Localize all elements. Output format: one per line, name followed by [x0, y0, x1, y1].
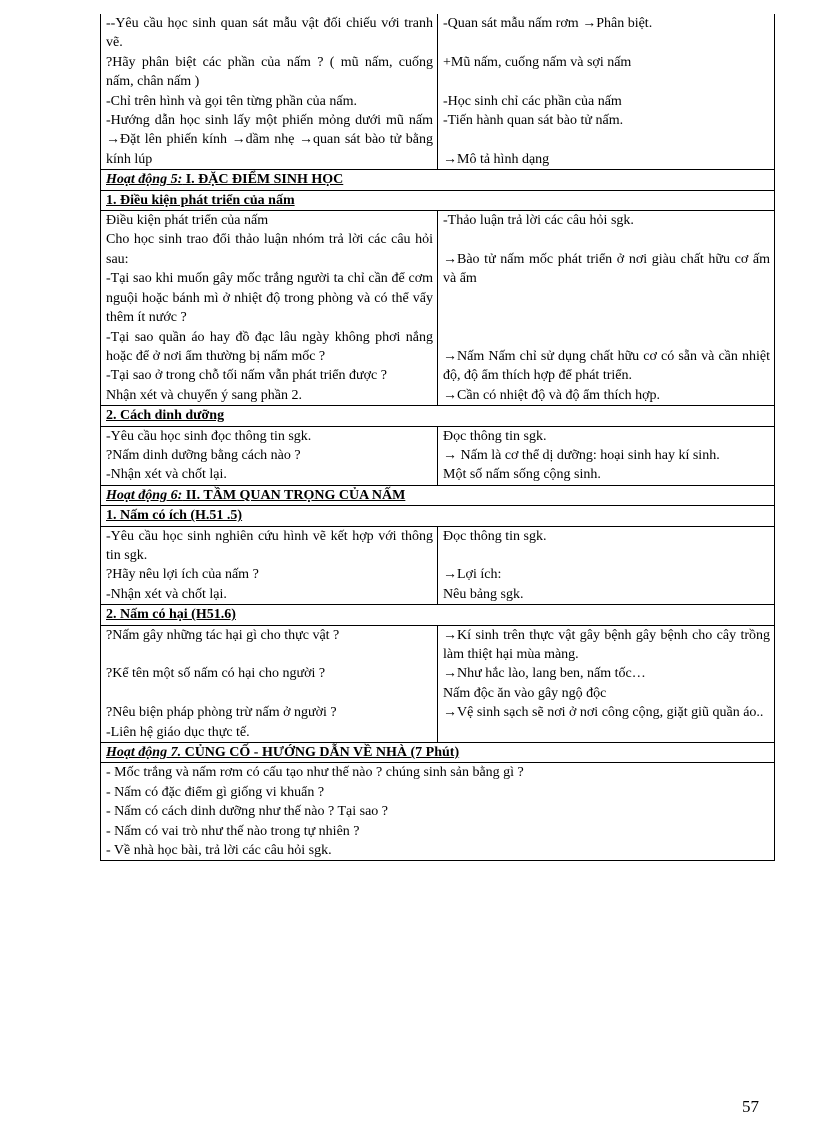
content-row	[101, 211, 775, 406]
text-line	[443, 308, 770, 327]
content-row	[101, 625, 775, 742]
activity-6-heading	[101, 485, 775, 505]
student-cell	[438, 526, 775, 605]
text-line: Điều kiện phát triển của nấm	[106, 213, 269, 229]
activity-label: Hoạt động 7.	[106, 745, 182, 760]
text-line	[443, 546, 770, 565]
text-line: Cho học sinh trao đổi thảo luận nhóm trả lời các câu hỏi sau:	[106, 232, 433, 267]
text-line: - Về nhà học bài, trả lời các câu hỏi sgk.	[106, 843, 332, 859]
teacher-cell	[101, 625, 438, 742]
text-line: -Hướng dẫn học sinh lấy một phiến mỏng dưới mũ nấm →Đặt lên phiến kính →dầm nhẹ →quan sát bào tử bằng kính lúp	[106, 113, 433, 167]
teacher-cell	[101, 14, 438, 170]
student-cell	[438, 625, 775, 742]
teacher-cell	[101, 526, 438, 605]
text-line: -Học sinh chỉ các phần của nấm	[443, 93, 622, 109]
text-line: - Nấm có cách dinh dưỡng như thế nào ? Tại sao ?	[106, 804, 389, 820]
student-cell	[438, 426, 775, 485]
activity-label: Hoạt động 5:	[106, 172, 183, 188]
text-line	[106, 645, 433, 664]
subsection-title: 1. Nấm có ích (H.51 .5)	[106, 508, 243, 524]
text-line: -Yêu cầu học sinh nghiên cứu hình vẽ kết hợp với thông tin sgk.	[106, 528, 433, 563]
subsection-title: 1. Điều kiện phát triển của nấm	[106, 192, 295, 208]
subsection-title: 2. Cách dinh dưỡng	[106, 408, 225, 424]
text-line: ?Nêu biện pháp phòng trừ nấm ở người ?	[106, 705, 337, 721]
text-line	[443, 327, 770, 346]
content-row	[101, 426, 775, 485]
text-line: -Tại sao khi muốn gây mốc trắng người ta chỉ cần để cơm nguội hoặc bánh mì ở nhiệt độ trong phòng và có thể vẩy thêm ít nước ?	[106, 271, 433, 326]
text-line: - Nấm có vai trò như thế nào trong tự nhiên ?	[106, 823, 360, 839]
subsection-heading	[101, 605, 775, 625]
activity-title: I. ĐẶC ĐIỂM SINH HỌC	[182, 172, 344, 188]
text-line: Nhận xét và chuyển ý sang phần 2.	[106, 387, 302, 403]
subsection-title: 2. Nấm có hại (H51.6)	[106, 607, 236, 623]
text-line: - Mốc trắng và nấm rơm có cấu tạo như thế nào ? chúng sinh sản bằng gì ?	[106, 765, 524, 781]
intro-row	[101, 14, 775, 170]
text-line: Đọc thông tin sgk.	[443, 528, 547, 544]
subsection-heading	[101, 406, 775, 426]
student-cell	[438, 14, 775, 170]
teacher-cell	[101, 211, 438, 406]
text-line	[443, 72, 770, 91]
page-number: 57	[742, 1097, 759, 1116]
text-line: ?Hãy phân biệt các phần của nấm ? ( mũ nấm, cuống nấm, chân nấm )	[106, 54, 433, 90]
student-cell	[438, 211, 775, 406]
text-line: ?Kể tên một số nấm có hại cho người ?	[106, 666, 326, 682]
teacher-cell	[101, 426, 438, 485]
lesson-table	[100, 14, 775, 861]
activity-7-heading	[101, 743, 775, 763]
text-line: →Mô tả hình dạng	[443, 151, 550, 167]
text-line: Đọc thông tin sgk.	[443, 428, 547, 444]
activity-label: Hoạt động 6:	[106, 487, 183, 503]
text-line: -Quan sát mẫu nấm rơm →Phân biệt.	[443, 16, 653, 31]
subsection-heading	[101, 190, 775, 210]
text-line: ?Nấm dinh dưỡng bằng cách nào ?	[106, 447, 301, 463]
text-line	[443, 230, 770, 249]
text-line	[443, 289, 770, 308]
text-line: -Yêu cầu học sinh đọc thông tin sgk.	[106, 428, 312, 444]
text-line: -Nhận xét và chốt lại.	[106, 467, 227, 483]
content-row	[101, 526, 775, 605]
text-line: -Nhận xét và chốt lại.	[106, 586, 227, 602]
text-line: Một số nấm sống cộng sinh.	[443, 467, 601, 483]
text-line: -Chỉ trên hình và gọi tên từng phần của nấm.	[106, 93, 357, 109]
text-line: +Mũ nấm, cuống nấm và sợi nấm	[443, 54, 632, 70]
text-line: - Nấm có đặc điểm gì giống vi khuẩn ?	[106, 784, 325, 800]
text-line	[443, 33, 770, 52]
text-line: Nấm độc ăn vào gây ngộ độc	[443, 685, 607, 701]
text-line: Nêu bảng sgk.	[443, 586, 524, 602]
activity-title: CỦNG CỐ - HƯỚNG DẪN VỀ NHÀ (7 Phút)	[181, 745, 460, 760]
text-line: →Cần có nhiệt độ và độ ẩm thích hợp.	[443, 387, 660, 403]
activity-title: II. TẦM QUAN TRỌNG CỦA NẤM	[182, 487, 406, 503]
text-line: → Nấm là cơ thể dị dưỡng: hoại sinh hay kí sinh.	[443, 447, 720, 463]
text-line: -Liên hệ giáo dục thực tế.	[106, 724, 250, 740]
text-line: →Bào tử nấm mốc phát triển ở nơi giàu chất hữu cơ ấm và ẩm	[443, 251, 770, 287]
lesson-page	[100, 14, 774, 861]
text-line	[106, 684, 433, 703]
text-line: --Yêu cầu học sinh quan sát mẫu vật đối chiếu với tranh vẽ.	[106, 16, 433, 51]
summary-row	[101, 763, 775, 861]
text-line: →Như hắc lào, lang ben, nấm tốc…	[443, 666, 646, 682]
text-line: -Tại sao quần áo hay đồ đạc lâu ngày không phơi nắng hoặc để ở nơi ẩm thường bị nấm mốc ?	[106, 329, 433, 364]
text-line	[443, 130, 770, 149]
text-line: -Thảo luận trả lời các câu hỏi sgk.	[443, 213, 634, 229]
text-line: →Kí sinh trên thực vật gây bệnh gây bệnh cho cây trồng làm thiệt hại mùa màng.	[443, 627, 770, 662]
text-line: -Tiến hành quan sát bào tử nấm.	[443, 113, 624, 128]
text-line: ?Nấm gây những tác hại gì cho thực vật ?	[106, 627, 340, 643]
text-line: →Vệ sinh sạch sẽ nơi ở nơi công cộng, giặt giũ quần áo..	[443, 705, 764, 721]
text-line: →Nấm Nấm chỉ sử dụng chất hữu cơ có sẵn và cần nhiệt độ, độ ẩm thích hợp để phát triển.	[443, 348, 770, 384]
summary-cell	[101, 763, 775, 861]
text-line: ?Hãy nêu lợi ích của nấm ?	[106, 567, 259, 583]
subsection-heading	[101, 506, 775, 526]
text-line: →Lợi ích:	[443, 567, 502, 583]
activity-5-heading	[101, 170, 775, 190]
text-line: -Tại sao ở trong chỗ tối nấm vẫn phát triển được ?	[106, 368, 387, 384]
